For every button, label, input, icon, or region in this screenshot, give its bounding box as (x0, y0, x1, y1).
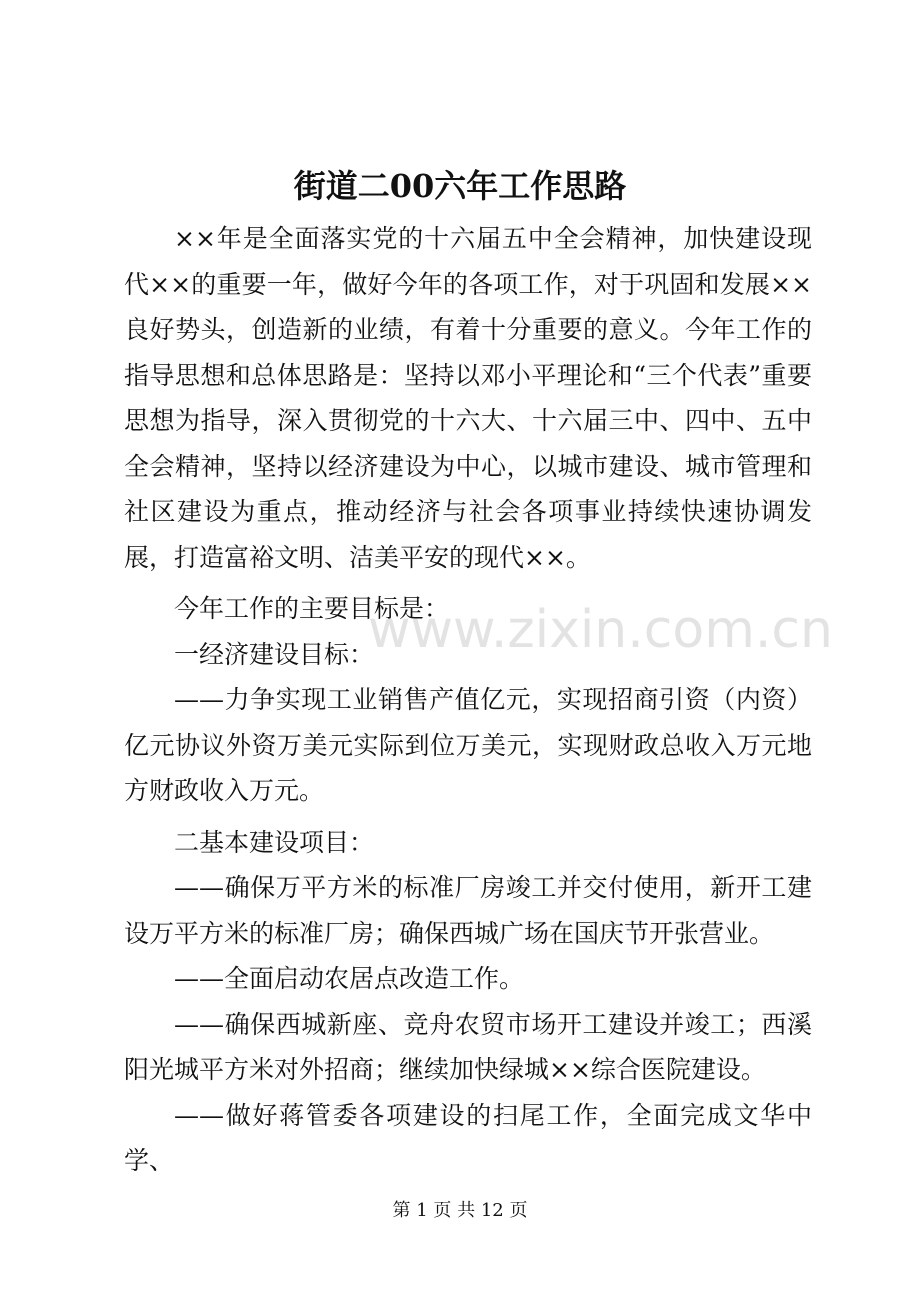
paragraph-construction-item-4: ——做好蒋管委各项建设的扫尾工作，全面完成文华中学、 (124, 1100, 812, 1175)
paragraph-economic-targets: ——力争实现工业销售产值亿元，实现招商引资（内资）亿元协议外资万美元实际到位万美元，实现财政总收入万元地方财政收入万元。 (124, 685, 812, 805)
watermark: www.zixin.com.cn (368, 600, 833, 660)
document-title: 街道二00六年工作思路 (293, 167, 627, 205)
paragraph-construction-heading: 二基本建设项目： (174, 827, 375, 857)
document-body (124, 216, 812, 1184)
paragraph-construction-item-3: ——确保西城新座、竞舟农贸市场开工建设并竣工；西溪阳光城平方米对外招商；继续加快绿城××综合医院建设。 (124, 1009, 812, 1084)
paragraph-economic-heading: 一经济建设目标： (174, 639, 375, 669)
paragraph-intro: ××年是全面落实党的十六届五中全会精神，加快建设现代××的重要一年，做好今年的各项工作，对于巩固和发展××良好势头，创造新的业绩，有着十分重要的意义。今年工作的指导思想和总体思路是：坚持以邓小平理论和“三个代表”重要思想为指导，深入贯彻党的十六大、十六届三中、四中、五中全会精神，坚持以经济建设为中心，以城市建设、城市管理和社区建设为重点，推动经济与社会各项事业持续快速协调发展，打造富裕文明、洁美平安的现代××。 (124, 224, 812, 572)
paragraph-construction-item-2: ——全面启动农居点改造工作。 (174, 964, 525, 993)
page-footer: 第 1 页 共 12 页 (392, 1200, 528, 1221)
paragraph-main-goals: 今年工作的主要目标是： (174, 594, 450, 623)
paragraph-construction-item-1: ——确保万平方米的标准厂房竣工并交付使用，新开工建设万平方米的标准厂房；确保西城广场在国庆节开张营业。 (124, 873, 812, 948)
